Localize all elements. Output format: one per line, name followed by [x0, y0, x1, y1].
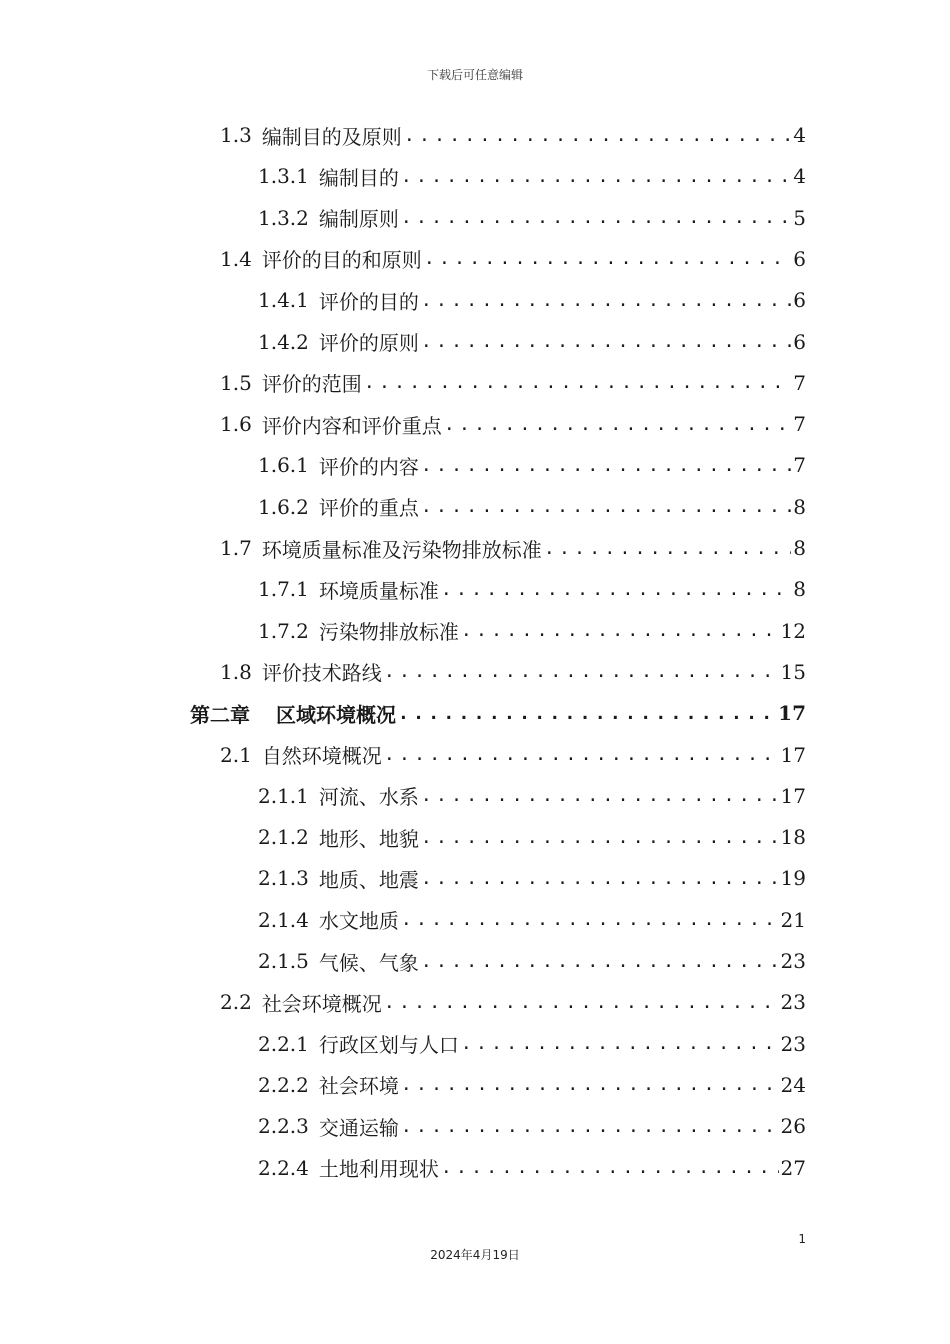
toc-entry-page: 23: [780, 990, 806, 1015]
toc-entry[interactable]: [258, 572, 806, 606]
toc-entry-title: 自然环境概况: [261, 744, 382, 768]
toc-leader-dots: [421, 455, 791, 476]
toc-entry[interactable]: [258, 944, 806, 978]
toc-leader-dots: [441, 1157, 779, 1178]
toc-entry-page: 7: [793, 370, 806, 395]
toc-entry[interactable]: [258, 1068, 806, 1102]
toc-leader-dots: [424, 248, 791, 269]
toc-leader-dots: [544, 538, 791, 559]
toc-entry-number: 1.8: [220, 659, 252, 684]
toc-entry[interactable]: [258, 490, 806, 524]
toc-entry[interactable]: [258, 820, 806, 854]
toc-leader-dots: [401, 1116, 779, 1137]
toc-entry-number: 2.2.1: [258, 1031, 309, 1056]
toc-entry-title: 环境质量标准及污染物排放标准: [261, 537, 542, 562]
toc-leader-dots: [421, 331, 791, 352]
toc-entry[interactable]: [258, 201, 806, 235]
toc-entry-page: 6: [793, 288, 806, 313]
toc-entry-page: 5: [793, 205, 806, 230]
toc-entry-page: 26: [780, 1114, 806, 1139]
toc-leader-dots: [421, 951, 779, 972]
toc-leader-dots: [398, 703, 776, 724]
toc-entry[interactable]: [258, 1027, 806, 1061]
toc-entry-title: 河流、水系: [318, 785, 419, 810]
toc-entry-title: 评价内容和评价重点: [261, 413, 442, 438]
toc-leader-dots: [421, 290, 791, 311]
toc-leader-dots: [401, 207, 791, 228]
toc-entry-number: 1.6: [220, 412, 252, 437]
toc-leader-dots: [421, 868, 779, 889]
toc-entry-title: 交通运输: [318, 1115, 399, 1140]
toc-entry-page: 6: [793, 329, 806, 354]
toc-entry-page: 23: [780, 1031, 806, 1056]
toc-leader-dots: [404, 125, 791, 146]
toc-entry-number: 1.4: [220, 246, 252, 271]
toc-entry-title: 环境质量标准: [318, 578, 439, 603]
toc-entry-page: 6: [793, 246, 806, 271]
toc-entry-number: 1.3: [220, 123, 252, 147]
toc-leader-dots: [384, 744, 779, 765]
toc-entry-page: 4: [793, 123, 806, 147]
toc-entry[interactable]: [258, 325, 806, 359]
toc-entry-page: 8: [793, 494, 806, 519]
toc-entry[interactable]: [258, 1109, 806, 1143]
toc-leader-dots: [421, 827, 779, 848]
toc-leader-dots: [384, 661, 779, 682]
toc-leader-dots: [444, 414, 791, 435]
toc-entry-title: 气候、气象: [318, 950, 419, 975]
toc-entry-number: 2.1.4: [258, 907, 309, 932]
toc-entry-page: 21: [780, 907, 806, 932]
toc-leader-dots: [421, 496, 791, 517]
toc-entry-title: 行政区划与人口: [318, 1033, 459, 1058]
toc-entry-number: 2.2.3: [258, 1114, 309, 1139]
toc-entry-page: 19: [780, 866, 806, 891]
toc-entry[interactable]: [220, 366, 806, 400]
page-footer-date: 2024年4月19日: [430, 1248, 520, 1262]
toc-entry-number: 1.7.1: [258, 577, 309, 602]
toc-entry-page: 17: [778, 701, 806, 726]
toc-entry-number: 2.2.4: [258, 1155, 309, 1180]
toc-entry-number: 1.6.1: [258, 453, 309, 478]
toc-entry[interactable]: [258, 283, 806, 317]
toc-entry-title: 编制目的: [318, 165, 399, 190]
toc-entry-number: 1.7.2: [258, 618, 309, 643]
toc-entry-number: 2.2.2: [258, 1072, 309, 1097]
toc-entry-title: 编制原则: [318, 207, 399, 232]
toc-entry-number: 第二章: [190, 702, 250, 727]
toc-entry-page: 27: [780, 1155, 806, 1180]
toc-entry-title: 编制目的及原则: [261, 124, 402, 149]
toc-entry-title: 评价的范围: [261, 372, 362, 397]
toc-entry-page: 7: [793, 412, 806, 437]
toc-entry[interactable]: [190, 696, 806, 730]
toc-leader-dots: [441, 579, 791, 600]
toc-leader-dots: [401, 166, 791, 187]
toc-entry-title: 评价的目的: [318, 289, 419, 314]
toc-entry-number: 1.4.2: [258, 329, 309, 354]
toc-entry[interactable]: [220, 531, 806, 565]
toc-leader-dots: [364, 372, 791, 393]
toc-entry-number: 2.1.3: [258, 866, 309, 891]
toc-entry[interactable]: [258, 614, 806, 648]
toc-entry[interactable]: [220, 985, 806, 1019]
toc-entry-title: 地形、地貌: [318, 826, 419, 851]
toc-entry[interactable]: [258, 448, 806, 482]
toc-entry-number: 1.3.2: [258, 205, 309, 230]
toc-entry[interactable]: [220, 242, 806, 276]
toc-entry-number: 2.1.1: [258, 783, 309, 808]
toc-entry-title: 污染物排放标准: [318, 620, 459, 645]
toc-entry-page: 8: [793, 536, 806, 560]
toc-entry-number: 1.4.1: [258, 288, 309, 313]
toc-entry-title: 社会环境概况: [261, 991, 382, 1016]
toc-entry-number: 1.6.2: [258, 494, 309, 519]
toc-leader-dots: [421, 785, 779, 806]
toc-entry-title: 社会环境: [318, 1074, 399, 1099]
toc-entry-title: 评价的内容: [318, 454, 419, 479]
toc-entry-title: 土地利用现状: [318, 1157, 439, 1181]
toc-entry-number: 2.1.2: [258, 825, 309, 850]
toc-entry-page: 8: [793, 577, 806, 602]
toc-entry-page: 17: [780, 783, 806, 808]
toc-entry[interactable]: [220, 118, 806, 152]
toc-entry-number: 1.5: [220, 370, 252, 395]
toc-entry[interactable]: [258, 159, 806, 193]
toc-entry-number: 2.1.5: [258, 949, 309, 973]
page-header: 下载后可任意编辑: [426, 68, 523, 82]
toc-entry[interactable]: [258, 861, 806, 895]
toc-entry-title: 评价的重点: [318, 496, 419, 521]
toc-entry-page: 24: [780, 1072, 806, 1097]
toc-leader-dots: [461, 620, 779, 641]
page-number: 1: [798, 1232, 806, 1246]
toc-leader-dots: [384, 992, 779, 1013]
toc-entry[interactable]: [258, 779, 806, 813]
toc-entry[interactable]: [220, 655, 806, 689]
toc-entry-number: 1.7: [220, 536, 252, 560]
toc-entry-title: 评价的原则: [318, 331, 419, 355]
toc-entry-title: 地质、地震: [318, 867, 419, 892]
toc-entry-title: 水文地质: [318, 909, 399, 934]
toc-entry-number: 2.2: [220, 990, 252, 1015]
toc-entry-page: 7: [793, 453, 806, 478]
toc-entry-page: 17: [780, 742, 806, 767]
toc-entry-title: 评价的目的和原则: [261, 248, 422, 273]
toc-entry-number: 1.3.1: [258, 164, 309, 189]
toc-leader-dots: [401, 909, 779, 930]
toc-entry[interactable]: [220, 407, 806, 441]
toc-entry-title: 区域环境概况: [276, 702, 396, 727]
toc-entry-page: 15: [780, 659, 806, 684]
toc-entry[interactable]: [258, 903, 806, 937]
toc-entry-page: 18: [780, 825, 806, 850]
toc-entry-page: 23: [780, 949, 806, 973]
toc-entry-number: 2.1: [220, 742, 252, 767]
toc-entry[interactable]: [258, 1151, 806, 1185]
toc-leader-dots: [461, 1033, 779, 1054]
toc-leader-dots: [401, 1074, 779, 1095]
toc-entry-title: 评价技术路线: [261, 661, 382, 686]
toc-entry-page: 4: [793, 164, 806, 189]
toc-entry-page: 12: [780, 618, 806, 643]
toc-entry[interactable]: [220, 738, 806, 772]
